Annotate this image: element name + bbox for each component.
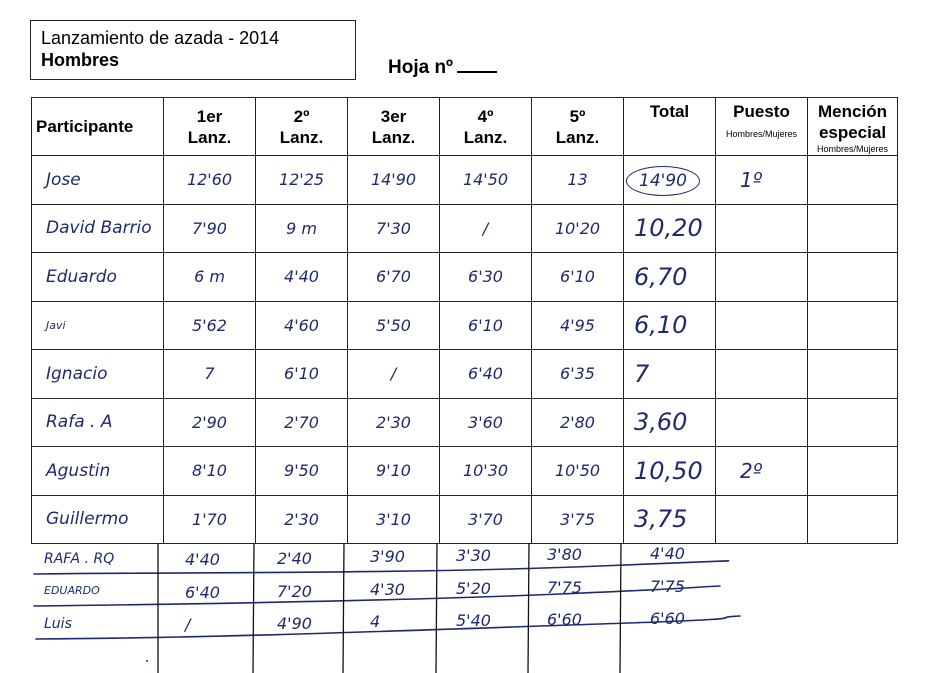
header-throw-5-line1: 5º <box>569 106 586 126</box>
participant-name: Agustin <box>32 447 164 496</box>
throw-2-cell: 12'25 <box>256 156 348 205</box>
throw-4-cell: 3'60 <box>440 398 532 447</box>
throw-3-cell: 7'30 <box>348 204 440 253</box>
header-throw-2-line1: 2º <box>293 106 310 126</box>
extra-row-throw-4: 5'20 <box>456 579 491 599</box>
throw-1-cell: 5'62 <box>164 301 256 350</box>
header-throw-4-line2: Lanz. <box>463 127 508 147</box>
extra-row-throw-2: 4'90 <box>277 613 312 633</box>
throw-5-cell: 13 <box>532 156 624 205</box>
participant-name: Rafa . A <box>32 398 164 447</box>
throw-5-cell: 4'95 <box>532 301 624 350</box>
extra-row-throw-5: 6'60 <box>547 610 582 629</box>
total-cell: 6,10 <box>624 301 716 350</box>
extra-row-throw-2: 2'40 <box>277 548 312 568</box>
participant-name: Jose <box>32 156 164 205</box>
header-throw-4-line1: 4º <box>477 106 494 126</box>
throw-4-cell: 6'40 <box>440 350 532 399</box>
extra-row-total: 4'40 <box>650 543 685 563</box>
throw-2-cell: 2'30 <box>256 495 348 544</box>
header-total: Total <box>624 98 716 156</box>
throw-1-cell: 1'70 <box>164 495 256 544</box>
throw-3-cell: / <box>348 350 440 399</box>
throw-5-cell: 3'75 <box>532 495 624 544</box>
throw-5-cell: 10'50 <box>532 447 624 496</box>
header-throw-1-line1: 1er <box>196 106 223 126</box>
throw-4-cell: 10'30 <box>440 447 532 496</box>
extra-row-throw-5: 7'75 <box>547 578 582 597</box>
extra-row-throw-2: 7'20 <box>277 581 312 601</box>
extra-row-throw-5: 3'80 <box>547 545 582 564</box>
throw-1-cell: 6 m <box>164 253 256 302</box>
throw-3-cell: 2'30 <box>348 398 440 447</box>
throw-5-cell: 10'20 <box>532 204 624 253</box>
header-throw-3-line1: 3er <box>380 106 407 126</box>
handdrawn-col-5 <box>528 543 529 673</box>
extra-row-throw-3: 4'30 <box>370 580 405 600</box>
participant-name: Eduardo <box>32 253 164 302</box>
extra-row-throw-1: 4'40 <box>185 549 220 569</box>
total-cell: 6,70 <box>624 253 716 302</box>
header-throw-5-line2: Lanz. <box>555 127 600 147</box>
header-puesto-label: Puesto <box>733 102 790 121</box>
header-throw-1-line2: Lanz. <box>187 127 232 147</box>
throw-4-cell: 14'50 <box>440 156 532 205</box>
extra-row-throw-4: 3'30 <box>456 546 491 566</box>
extra-row-throw-3: 3'90 <box>370 547 405 567</box>
handdrawn-col-4 <box>436 543 437 673</box>
extra-row-throw-3: 4 <box>370 612 381 632</box>
category-label: Hombres <box>41 50 120 70</box>
throw-4-cell: / <box>440 204 532 253</box>
sheet-number-label: Hoja nº <box>388 57 453 78</box>
total-cell: 7 <box>624 350 716 399</box>
throw-3-cell: 14'90 <box>348 156 440 205</box>
event-title: Lanzamiento de azada - 2014 <box>41 28 280 48</box>
throw-3-cell: 6'70 <box>348 253 440 302</box>
throw-5-cell: 6'35 <box>532 350 624 399</box>
throw-2-cell: 9'50 <box>256 447 348 496</box>
participant-name: Guillermo <box>32 495 164 544</box>
header-mencion-sub: Hombres/Mujeres <box>816 144 889 154</box>
total-circle-mark: 14'90 <box>626 166 700 196</box>
header-mencion-line2: especial <box>818 123 887 142</box>
throw-1-cell: 7'90 <box>164 204 256 253</box>
ink-speck <box>146 660 148 662</box>
throw-4-cell: 6'30 <box>440 253 532 302</box>
participant-name: Ignacio <box>32 350 164 399</box>
throw-5-cell: 6'10 <box>532 253 624 302</box>
handdrawn-col-6 <box>620 543 621 673</box>
participant-name: Javi <box>32 301 164 350</box>
extra-row-throw-4: 5'40 <box>456 611 491 631</box>
extra-row-throw-1: / <box>185 614 191 634</box>
extra-row-throw-1: 6'40 <box>185 582 220 602</box>
throw-3-cell: 9'10 <box>348 447 440 496</box>
throw-2-cell: 9 m <box>256 204 348 253</box>
extra-row-total: 7'75 <box>650 576 685 596</box>
throw-4-cell: 6'10 <box>440 301 532 350</box>
header-throw-2-line2: Lanz. <box>279 127 324 147</box>
throw-2-cell: 6'10 <box>256 350 348 399</box>
total-cell: 10,20 <box>624 204 716 253</box>
throw-4-cell: 3'70 <box>440 495 532 544</box>
extra-row-name: EDUARDO <box>44 584 100 597</box>
puesto-cell: 1º <box>716 156 808 205</box>
throw-1-cell: 8'10 <box>164 447 256 496</box>
throw-1-cell: 2'90 <box>164 398 256 447</box>
throw-2-cell: 2'70 <box>256 398 348 447</box>
header-participant: Participante <box>32 98 164 156</box>
puesto-cell: 2º <box>716 447 808 496</box>
participant-name: David Barrio <box>32 204 164 253</box>
throw-1-cell: 12'60 <box>164 156 256 205</box>
throw-2-cell: 4'40 <box>256 253 348 302</box>
throw-5-cell: 2'80 <box>532 398 624 447</box>
handdrawn-rule-3 <box>36 613 740 639</box>
header-puesto-sub: Hombres/Mujeres <box>725 129 798 139</box>
extra-row-name: Luis <box>44 616 72 632</box>
throw-1-cell: 7 <box>164 350 256 399</box>
throw-3-cell: 5'50 <box>348 301 440 350</box>
total-cell: 3,60 <box>624 398 716 447</box>
handdrawn-col-3 <box>343 543 344 673</box>
total-cell: 3,75 <box>624 495 716 544</box>
extra-row-total: 6'60 <box>650 608 685 628</box>
total-cell: 10,50 <box>624 447 716 496</box>
throw-3-cell: 3'10 <box>348 495 440 544</box>
header-mencion-line1: Mención <box>818 102 887 121</box>
extra-row-name: RAFA . RQ <box>44 551 115 567</box>
header-throw-3-line2: Lanz. <box>371 127 416 147</box>
handdrawn-col-2 <box>253 543 254 673</box>
throw-2-cell: 4'60 <box>256 301 348 350</box>
